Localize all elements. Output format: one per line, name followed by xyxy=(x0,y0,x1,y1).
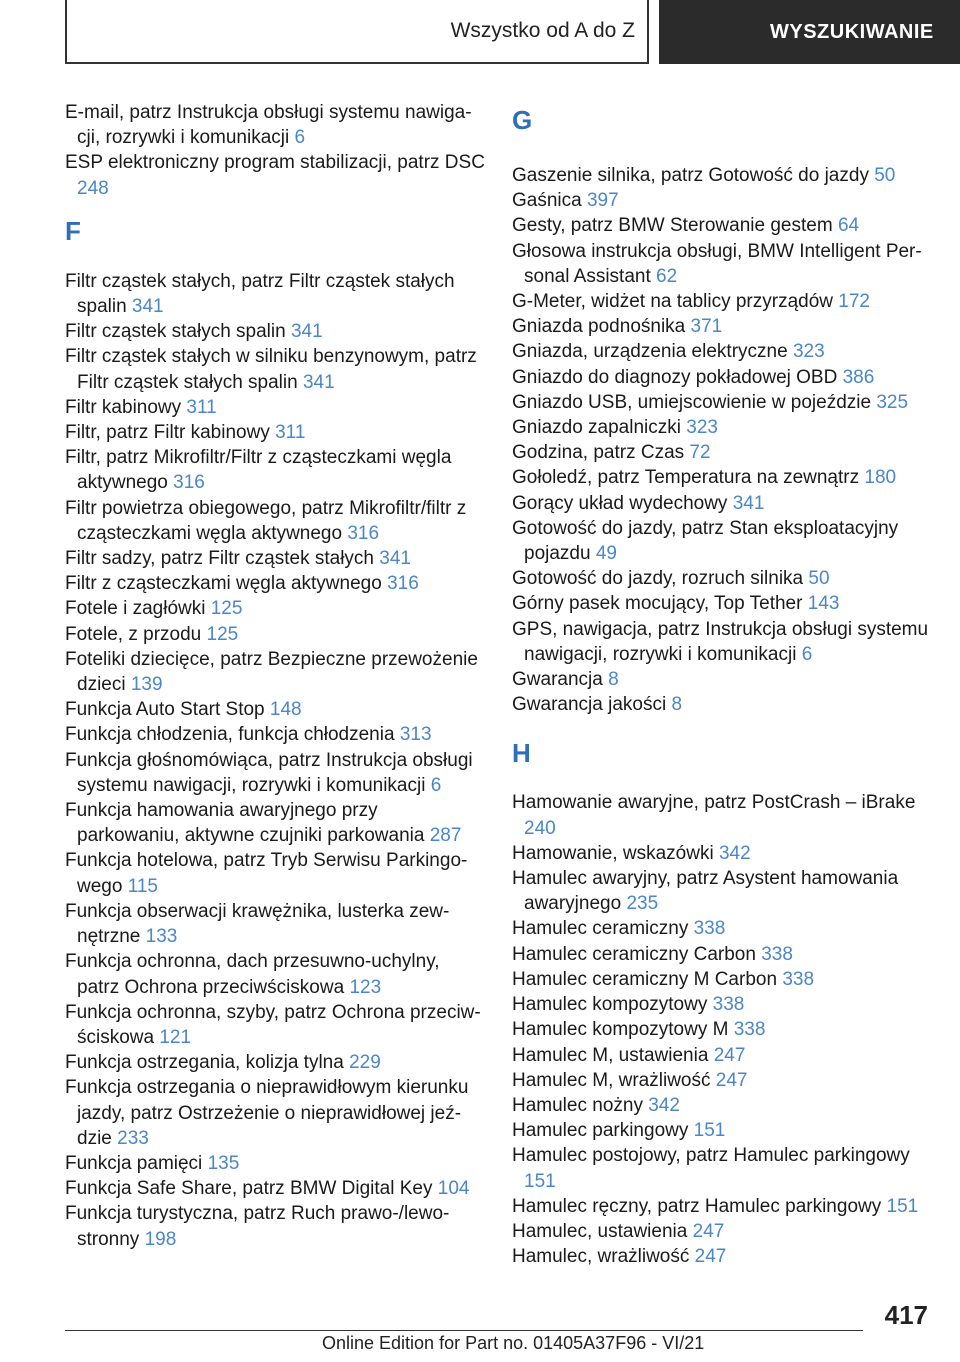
index-entry-text: Hamulec ceramiczny Carbon xyxy=(512,943,762,965)
index-group-f xyxy=(65,269,485,1252)
index-entry-text: Hamulec awaryjny, patrz Asystent hamowania awaryjnego xyxy=(512,868,899,915)
index-entry-text: Godzina, patrz Czas xyxy=(512,442,690,464)
index-entry xyxy=(512,1093,932,1118)
page-reference-link[interactable]: 8 xyxy=(608,669,619,691)
index-entry-text: Fotele, z przodu xyxy=(65,623,207,645)
index-entry-text: Hamowanie awaryjne, patrz PostCrash – iBrake xyxy=(512,792,916,814)
index-entry xyxy=(65,395,485,420)
index-entry xyxy=(65,647,485,697)
index-entry-text: Hamulec postojowy, patrz Hamulec parkingowy xyxy=(512,1145,910,1167)
index-entry xyxy=(512,866,932,916)
index-entry-text: Funkcja głośnomówiąca, patrz Instrukcja obsługi systemu nawigacji, rozrywki i komunikacji xyxy=(65,749,473,796)
index-entry xyxy=(512,314,932,339)
page-reference-link[interactable]: 6 xyxy=(294,127,306,149)
index-entry xyxy=(512,1017,932,1042)
index-entry xyxy=(512,415,932,440)
index-entry-text: Funkcja turystyczna, patrz Ruch prawo-/lewostronny xyxy=(65,1203,450,1250)
index-entry-text: Gotowość do jazdy, patrz Stan eksploatacyjny pojazdu xyxy=(512,517,899,565)
page-reference-link[interactable]: 323 xyxy=(792,341,825,363)
index-entry-text: GPS, nawigacja, patrz Instrukcja obsługi systemu nawigacji, rozrywki i komunikacji xyxy=(512,618,929,665)
page-reference-link[interactable]: 316 xyxy=(387,573,419,595)
index-entry-text: Hamulec, ustawienia xyxy=(512,1220,693,1242)
page-reference-link[interactable]: 247 xyxy=(692,1220,725,1242)
index-entry xyxy=(512,163,932,188)
index-entry-text: Gesty, patrz BMW Sterowanie gestem xyxy=(512,215,838,237)
index-entry-text: Gniazda, urządzenia elektryczne xyxy=(512,341,793,363)
index-entry xyxy=(65,697,485,722)
page-reference-link[interactable]: 341 xyxy=(131,296,164,318)
index-column-left xyxy=(65,100,485,1252)
index-entry xyxy=(512,667,932,692)
index-entry xyxy=(65,798,485,848)
index-entry-text: Funkcja hotelowa, patrz Tryb Serwisu Parkingowego xyxy=(65,850,468,897)
page-reference-link[interactable]: 135 xyxy=(207,1152,240,1174)
page-reference-link[interactable]: 151 xyxy=(693,1120,726,1142)
index-entry xyxy=(512,1219,932,1244)
page-reference-link[interactable]: 123 xyxy=(349,976,382,998)
index-entry xyxy=(512,440,932,465)
index-entry xyxy=(512,692,932,717)
page-reference-link[interactable]: 180 xyxy=(864,467,897,489)
index-entry xyxy=(512,188,932,213)
page-reference-link[interactable]: 151 xyxy=(524,1170,556,1192)
index-entry-text: Gniazdo zapalniczki xyxy=(512,417,687,439)
index-entry xyxy=(65,344,485,394)
index-entry-text: Hamulec M, ustawienia xyxy=(512,1044,714,1066)
footer-divider xyxy=(65,1330,863,1331)
index-entry-text: Hamulec parkingowy xyxy=(512,1120,694,1142)
index-column-right xyxy=(512,100,932,1269)
page-reference-link[interactable]: 316 xyxy=(173,472,205,494)
page-reference-link[interactable]: 323 xyxy=(686,417,718,439)
index-entry xyxy=(512,365,932,390)
page-reference-link[interactable]: 338 xyxy=(733,1019,766,1041)
edition-label: Online Edition for Part no. 01405A37F96 - VI/21 xyxy=(322,1333,705,1353)
index-entry xyxy=(512,390,932,415)
index-entry xyxy=(512,1068,932,1093)
index-entry-text: Górny pasek mocujący, Top Tether xyxy=(512,593,808,615)
tab-a-to-z-label: Wszystko od A do Z xyxy=(450,19,635,42)
index-entry xyxy=(512,213,932,238)
page-reference-link[interactable]: 316 xyxy=(347,522,380,544)
index-entry-text: Gwarancja xyxy=(512,669,609,691)
page-reference-link[interactable]: 311 xyxy=(186,396,217,418)
index-entry xyxy=(512,942,932,967)
index-entry xyxy=(65,319,485,344)
page-reference-link[interactable]: 172 xyxy=(838,291,870,313)
index-entry-text: Filtr z cząsteczkami węgla aktywnego xyxy=(65,573,388,595)
page-reference-link[interactable]: 151 xyxy=(886,1195,919,1217)
page-reference-link[interactable]: 313 xyxy=(399,724,432,746)
page-reference-link[interactable]: 50 xyxy=(874,165,896,186)
page-reference-link[interactable]: 125 xyxy=(206,623,239,645)
index-entry xyxy=(512,841,932,866)
tab-a-to-z[interactable] xyxy=(65,0,649,64)
index-entry xyxy=(512,491,932,516)
page-reference-link[interactable]: 235 xyxy=(626,893,659,915)
index-entry-text: Hamulec ceramiczny xyxy=(512,918,694,940)
index-entry xyxy=(512,591,932,616)
index-entry xyxy=(65,546,485,571)
index-entry-text: Gniazdo USB, umiejscowienie w pojeździe xyxy=(512,391,877,413)
index-entry-text: Filtr kabinowy xyxy=(65,396,187,418)
index-entry-text: Filtr cząstek stałych w silniku benzynowym, patrz Filtr cząstek stałych spalin xyxy=(65,346,477,393)
index-entry-text: Funkcja chłodzenia, funkcja chłodzenia xyxy=(65,724,400,746)
page-reference-link[interactable]: 233 xyxy=(117,1127,149,1149)
index-entry xyxy=(512,1244,932,1269)
index-entry xyxy=(512,617,932,667)
index-entry xyxy=(65,1201,485,1251)
page-reference-link[interactable]: 240 xyxy=(524,817,556,839)
index-entry xyxy=(65,100,485,150)
page-reference-link[interactable]: 341 xyxy=(302,371,335,393)
page-reference-link[interactable]: 115 xyxy=(127,875,158,897)
index-letter-f: F xyxy=(65,215,81,246)
page-reference-link[interactable]: 341 xyxy=(290,321,323,343)
page-reference-link[interactable]: 64 xyxy=(837,215,860,237)
index-entry xyxy=(65,269,485,319)
page-reference-link[interactable]: 338 xyxy=(782,968,815,990)
page-reference-link[interactable]: 49 xyxy=(595,543,617,565)
index-entry-text: Filtr powietrza obiegowego, patrz Mikrofiltr/filtr z cząsteczkami węgla aktywnego xyxy=(65,497,467,544)
index-entry-text: Funkcja Safe Share, patrz BMW Digital Key xyxy=(65,1178,438,1200)
index-entry-text: ESP elektroniczny program stabilizacji, patrz DSC xyxy=(65,152,485,174)
index-entry-text: Gaszenie silnika, patrz Gotowość do jazdy xyxy=(512,165,875,186)
index-entry xyxy=(65,722,485,747)
index-entry xyxy=(65,445,485,495)
index-entry-text: Filtr, patrz Filtr kabinowy xyxy=(65,422,276,444)
index-entry xyxy=(65,622,485,647)
index-entry-text: Hamulec M, wrażliwość xyxy=(512,1069,716,1091)
page-reference-link[interactable]: 121 xyxy=(159,1026,192,1048)
index-entry xyxy=(512,239,932,289)
index-entry xyxy=(512,516,932,566)
index-entry xyxy=(65,1075,485,1151)
page-reference-link[interactable]: 125 xyxy=(210,598,243,620)
index-entry xyxy=(512,465,932,490)
page-reference-link[interactable]: 8 xyxy=(671,694,683,716)
index-entry xyxy=(512,339,932,364)
index-entry xyxy=(65,949,485,999)
index-entry-text: Gaśnica xyxy=(512,190,587,212)
index-entry-text: Funkcja pamięci xyxy=(65,1152,208,1174)
index-entry-text: Gniazdo do diagnozy pokładowej OBD xyxy=(512,366,843,388)
index-entry-text: Hamowanie, wskazówki xyxy=(512,842,719,864)
page-reference-link[interactable]: 341 xyxy=(732,492,765,514)
index-entry xyxy=(65,1000,485,1050)
index-entry-text: Foteliki dziecięce, patrz Bezpieczne przewożenie dzieci xyxy=(65,648,478,696)
index-entry-text: Gorący układ wydechowy xyxy=(512,492,733,514)
index-entry xyxy=(65,848,485,898)
index-entry xyxy=(512,790,932,840)
tab-search[interactable] xyxy=(659,0,960,64)
index-entry xyxy=(65,571,485,596)
page-reference-link[interactable]: 50 xyxy=(808,568,830,590)
index-entry-text: Głosowa instrukcja obsługi, BMW Intelligent Personal Assistant xyxy=(512,240,922,287)
index-entry-text: Gwarancja jakości xyxy=(512,694,672,716)
page-reference-link[interactable]: 247 xyxy=(713,1044,746,1066)
index-entry xyxy=(512,916,932,941)
page-reference-link[interactable]: 371 xyxy=(690,316,723,338)
index-entry xyxy=(65,596,485,621)
index-entry-text: Filtr cząstek stałych, patrz Filtr cząstek stałych spalin xyxy=(65,270,455,318)
index-group-g xyxy=(512,163,932,717)
page-reference-link[interactable]: 198 xyxy=(144,1228,177,1250)
page-reference-link[interactable]: 386 xyxy=(842,366,875,388)
index-entry xyxy=(512,566,932,591)
page-reference-link[interactable]: 342 xyxy=(718,842,751,864)
page-reference-link[interactable]: 287 xyxy=(429,825,462,847)
page-reference-link[interactable]: 338 xyxy=(693,918,726,940)
page-reference-link[interactable]: 338 xyxy=(761,943,793,965)
index-entry xyxy=(65,748,485,798)
index-entry-text: Hamulec nożny xyxy=(512,1094,649,1116)
index-entry-text: Fotele i zagłówki xyxy=(65,598,211,620)
index-entry xyxy=(512,967,932,992)
index-entry xyxy=(512,1194,932,1219)
index-entry-text: Filtr cząstek stałych spalin xyxy=(65,321,291,343)
index-entry xyxy=(65,1050,485,1075)
index-letter-g: G xyxy=(512,105,533,135)
page-reference-link[interactable]: 72 xyxy=(689,442,711,464)
page-reference-link[interactable]: 139 xyxy=(130,674,163,696)
page-reference-link[interactable]: 148 xyxy=(269,699,302,721)
index-entry xyxy=(512,289,932,314)
index-entry-text: Hamulec ceramiczny M Carbon xyxy=(512,968,783,990)
index-entry-text: Funkcja obserwacji krawężnika, lusterka zewnętrzne xyxy=(65,900,450,948)
index-entry-text: Funkcja ostrzegania o nieprawidłowym kierunku jazdy, patrz Ostrzeżenie o nieprawidłowej jeździe xyxy=(65,1077,469,1149)
page-reference-link[interactable]: 133 xyxy=(145,926,178,948)
page-reference-link[interactable]: 342 xyxy=(648,1094,680,1116)
index-entry-text: Funkcja ochronna, dach przesuwno-uchylny, patrz Ochrona przeciwściskowa xyxy=(65,951,440,998)
index-entry-text: Hamulec ręczny, patrz Hamulec parkingowy xyxy=(512,1195,887,1217)
index-entry-text: Filtr sadzy, patrz Filtr cząstek stałych xyxy=(65,548,380,570)
page-reference-link[interactable]: 248 xyxy=(77,177,109,199)
page-reference-link[interactable]: 6 xyxy=(801,643,813,665)
index-entry-text: G-Meter, widżet na tablicy przyrządów xyxy=(512,291,839,313)
index-entry-text: Gotowość do jazdy, rozruch silnika xyxy=(512,568,809,590)
index-entry xyxy=(512,992,932,1017)
index-entry-text: Hamulec kompozytowy xyxy=(512,994,713,1016)
page-reference-link[interactable]: 229 xyxy=(349,1052,381,1074)
index-entry-text: Filtr, patrz Mikrofiltr/Filtr z cząsteczkami węgla aktywnego xyxy=(65,447,452,494)
index-entry-text: Gniazda podnośnika xyxy=(512,316,691,338)
page-reference-link[interactable]: 341 xyxy=(379,548,411,570)
index-entry xyxy=(512,1118,932,1143)
index-letter-h: H xyxy=(512,738,531,769)
index-entry-text: Gołoledź, patrz Temperatura na zewnątrz xyxy=(512,467,865,489)
index-entry xyxy=(65,1151,485,1176)
page-reference-link[interactable]: 397 xyxy=(586,190,619,212)
index-entry xyxy=(65,420,485,445)
index-entry xyxy=(512,1143,932,1193)
page-reference-link[interactable]: 62 xyxy=(656,265,678,287)
page-reference-link[interactable]: 247 xyxy=(715,1069,748,1091)
page-reference-link[interactable]: 311 xyxy=(275,422,306,444)
page-reference-link[interactable]: 143 xyxy=(807,593,840,615)
index-entry-text: Funkcja hamowania awaryjnego przy parkowaniu, aktywne czujniki parkowania xyxy=(65,800,430,847)
index-entry-text: Hamulec kompozytowy M xyxy=(512,1019,734,1041)
index-entry xyxy=(65,496,485,546)
index-entry-text: E-mail, patrz Instrukcja obsługi systemu nawigacji, rozrywki i komunikacji xyxy=(65,102,472,149)
page-reference-link[interactable]: 104 xyxy=(437,1178,470,1200)
page-reference-link[interactable]: 325 xyxy=(876,391,909,413)
tab-search-label: WYSZUKIWANIE xyxy=(770,20,934,43)
index-entry-text: Funkcja ochronna, szyby, patrz Ochrona przeciwściskowa xyxy=(65,1001,481,1048)
page-reference-link[interactable]: 338 xyxy=(712,994,745,1016)
index-group-h xyxy=(512,790,932,1269)
index-entry-text: Hamulec, wrażliwość xyxy=(512,1246,695,1268)
index-entry xyxy=(65,1176,485,1201)
index-entry-text: Funkcja ostrzegania, kolizja tylna xyxy=(65,1052,350,1074)
page-header xyxy=(0,0,960,66)
index-entry-text: Funkcja Auto Start Stop xyxy=(65,699,270,721)
index-entry xyxy=(65,899,485,949)
page-reference-link[interactable]: 247 xyxy=(694,1246,727,1268)
page-number: 417 xyxy=(884,1300,928,1330)
index-group-e xyxy=(65,100,485,201)
index-entry xyxy=(512,1043,932,1068)
page-reference-link[interactable]: 6 xyxy=(430,774,442,796)
index-entry xyxy=(65,150,485,200)
